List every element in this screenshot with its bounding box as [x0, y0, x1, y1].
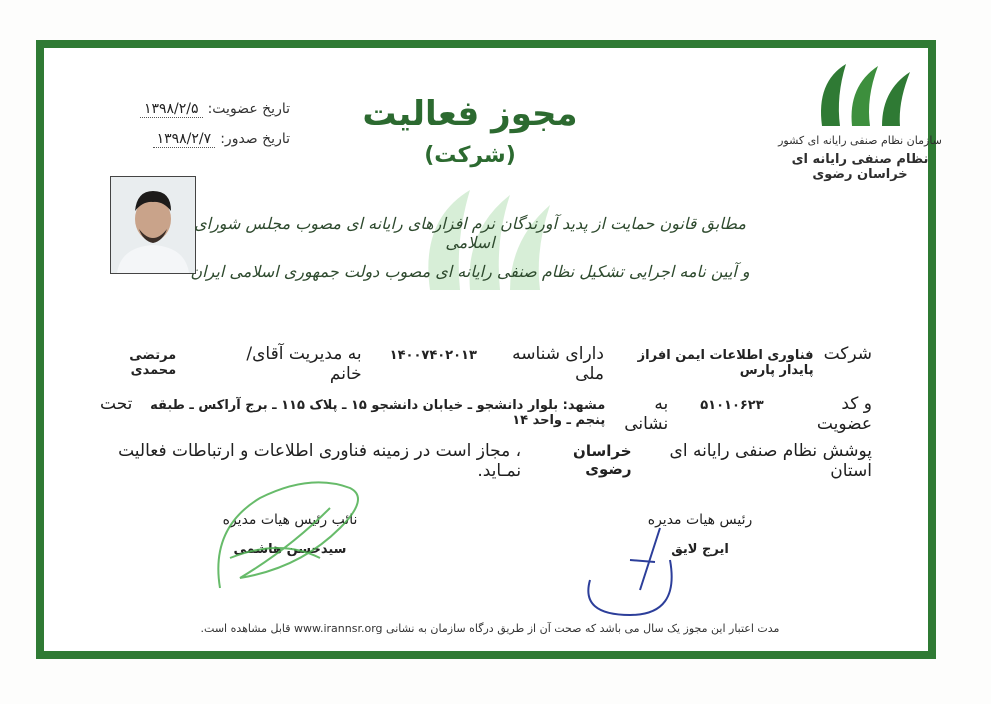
law-line-1: مطابق قانون حمایت از پدید آورندگان نرم افزارهای رایانه ای مصوب مجلس شورای اسلامی — [194, 214, 746, 252]
under-label: تحت — [100, 394, 133, 414]
member-code-label: و کد عضویت — [816, 394, 872, 434]
issue-date-value: ۱۳۹۸/۲/۷ — [153, 131, 216, 148]
province-name: خراسان رضوی — [573, 442, 632, 478]
company-line — [100, 344, 872, 384]
company-name: فناوری اطلاعات ایمن افراز پایدار پارس — [637, 348, 814, 378]
issue-date-row — [100, 128, 290, 147]
member-code-value: ۵۱۰۱۰۶۲۳ — [700, 398, 764, 413]
vice-chairman-signature — [200, 468, 380, 598]
page-subtitle: (شرکت) — [424, 143, 516, 168]
vice-chairman-title: نائب رئیس هیات مدیره — [222, 512, 358, 528]
chairman-signature — [570, 520, 710, 620]
coverage-suffix: ، مجاز است در زمینه فناوری اطلاعات و ارتباطات فعالیت نمـاید. — [118, 441, 522, 481]
manager-name: مرتضی محمدی — [129, 348, 177, 378]
address-label: به نشانی — [624, 394, 669, 434]
page-title: مجوز فعالیت — [362, 94, 578, 134]
coverage-prefix: پوشش نظام صنفی رایانه ای استان — [669, 441, 872, 481]
org-name-line1: سازمان نظام صنفی رایانه ای کشور — [778, 134, 942, 147]
org-logo — [808, 60, 918, 130]
law-line-2: و آیین نامه اجرایی تشکیل نظام صنفی رایانه ای مصوب دولت جمهوری اسلامی ایران — [190, 262, 750, 281]
company-prefix: شرکت — [823, 344, 872, 364]
org-name-line2: نظام صنفی رایانه ای خراسان رضوی — [791, 152, 929, 182]
issue-date-label: تاریخ صدور: — [220, 131, 290, 147]
national-id-label: دارای شناسه ملی — [512, 344, 604, 384]
manager-label: به مدیریت آقای/خانم — [246, 344, 362, 384]
chairman-name: ایرج لایق — [671, 542, 729, 557]
membership-date-row — [100, 98, 290, 117]
membership-date-value: ۱۳۹۸/۲/۵ — [140, 101, 203, 118]
vice-chairman-name: سیدحسن هاشمی — [233, 542, 347, 557]
validity-footer: مدت اعتبار این مجوز یک سال می باشد که صحت آن از طریق درگاه سازمان به نشانی www.irannsr.org قابل مشاهده است. — [200, 622, 780, 635]
address-line — [100, 394, 872, 434]
chairman-title: رئیس هیات مدیره — [647, 512, 753, 528]
membership-date-label: تاریخ عضویت: — [207, 101, 290, 117]
national-id-value: ۱۴۰۰۷۴۰۲۰۱۳ — [389, 348, 477, 363]
address-value: مشهد: بلوار دانشجو ـ خیابان دانشجو ۱۵ ـ پلاک ۱۱۵ ـ برج آراکس ـ طبقه پنجم ـ واحد ۱۴ — [150, 398, 606, 428]
